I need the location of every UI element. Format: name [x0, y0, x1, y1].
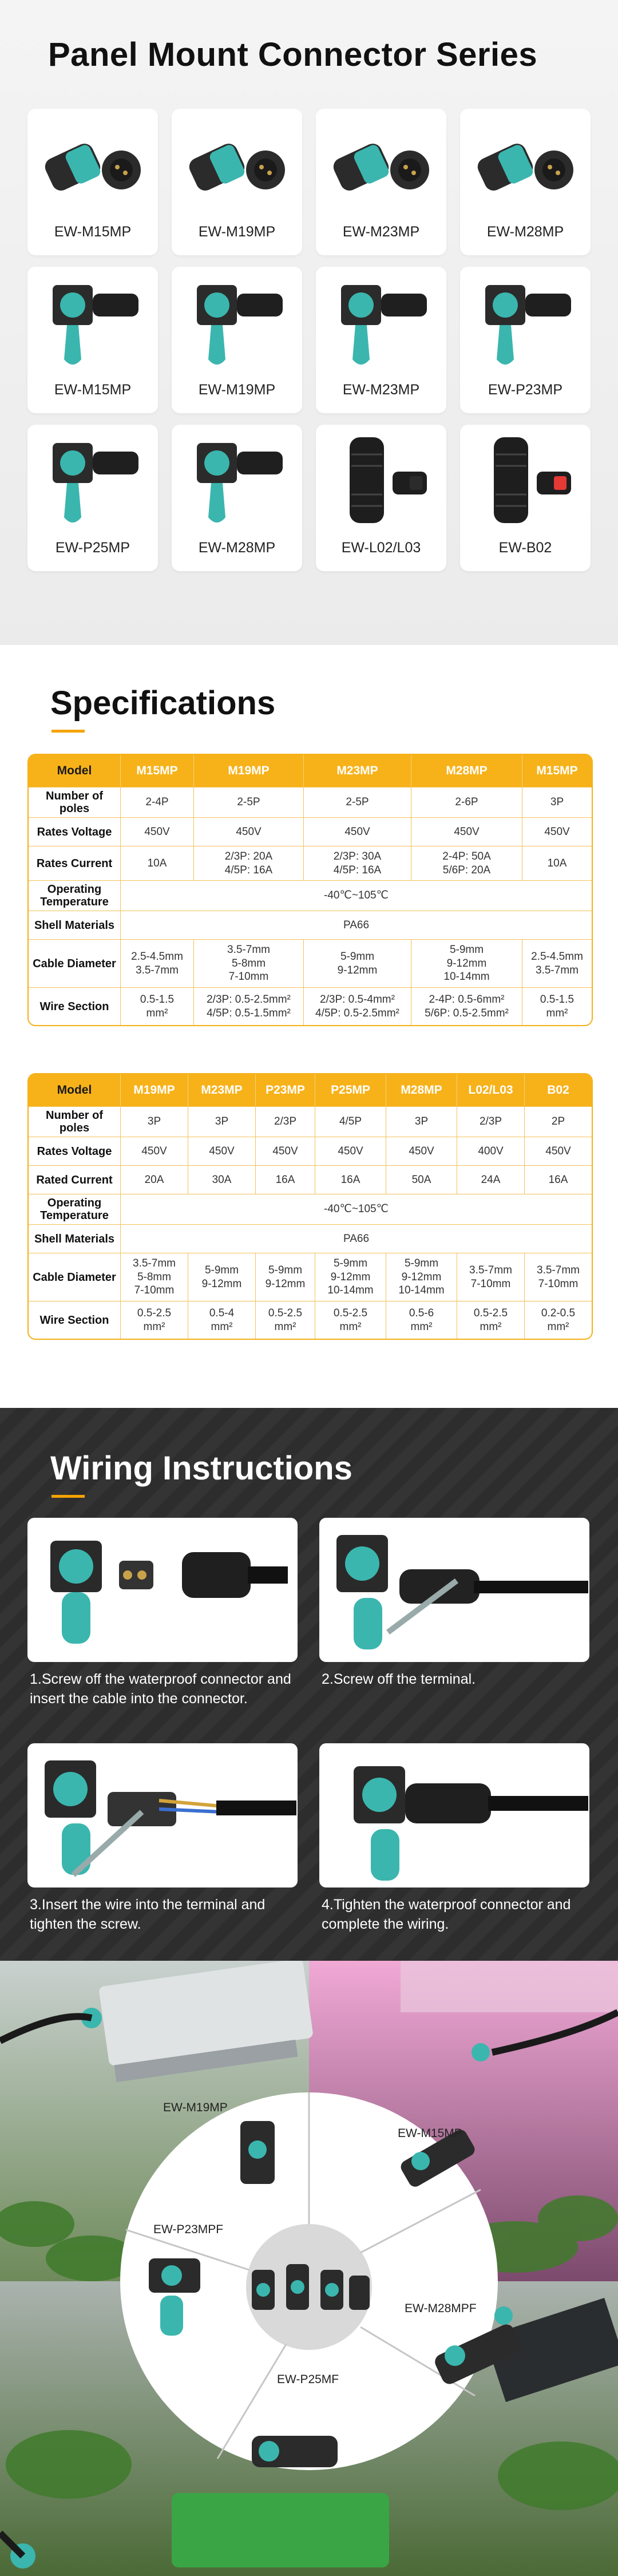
app-label-ew-m19mp: EW-M19MP	[163, 2101, 228, 2114]
row-label: Shell Materials	[29, 911, 120, 939]
table-cell: 2/3P	[457, 1106, 524, 1137]
table-cell: PA66	[120, 1224, 592, 1253]
table-cell: 0.5-1.5 mm²	[120, 987, 193, 1025]
product-label: EW-M19MP	[198, 382, 276, 398]
table-cell: 0.2-0.5 mm²	[524, 1301, 592, 1339]
table-cell: 20A	[120, 1165, 188, 1194]
specifications-section	[0, 645, 618, 1408]
table-cell: 10A	[120, 846, 193, 880]
product-card	[172, 267, 302, 413]
connector-image	[468, 274, 583, 371]
table-cell: 16A	[524, 1165, 592, 1194]
spec-table-1	[27, 754, 593, 1026]
column-header: M23MP	[188, 1074, 255, 1106]
table-cell: 450V	[303, 817, 411, 846]
table-cell: 50A	[386, 1165, 457, 1194]
table-cell: -40℃~105℃	[120, 1194, 592, 1224]
table-cell: 3.5-7mm 7-10mm	[524, 1253, 592, 1301]
row-label: Cable Diameter	[29, 939, 120, 987]
product-label: EW-M15MP	[54, 224, 132, 240]
product-card	[27, 109, 158, 255]
table-cell: 0.5-1.5 mm²	[522, 987, 592, 1025]
column-header: M15MP	[120, 755, 193, 787]
product-section-title: Panel Mount Connector Series	[48, 36, 538, 73]
table-cell: 5-9mm 9-12mm	[188, 1253, 255, 1301]
table-cell: 2-6P	[411, 787, 522, 817]
application-background	[0, 1961, 618, 2576]
column-header: M23MP	[303, 755, 411, 787]
product-card	[27, 267, 158, 413]
column-header: M19MP	[120, 1074, 188, 1106]
table-cell: 2/3P: 30A 4/5P: 16A	[303, 846, 411, 880]
table-row	[29, 1224, 592, 1253]
table-cell: 0.5-2.5 mm²	[457, 1301, 524, 1339]
table-cell: 450V	[524, 1137, 592, 1165]
table-cell: 5-9mm 9-12mm	[303, 939, 411, 987]
column-header: M28MP	[411, 755, 522, 787]
table-cell: 2/3P: 20A 4/5P: 16A	[193, 846, 303, 880]
table-cell: 2.5-4.5mm 3.5-7mm	[120, 939, 193, 987]
product-card	[316, 267, 446, 413]
column-header: L02/L03	[457, 1074, 524, 1106]
table-cell: 16A	[315, 1165, 386, 1194]
table-cell: 0.5-2.5 mm²	[120, 1301, 188, 1339]
table-cell: 450V	[120, 1137, 188, 1165]
row-label: Cable Diameter	[29, 1253, 120, 1301]
title-underline	[52, 1495, 85, 1498]
table-cell: 2-5P	[193, 787, 303, 817]
product-label: EW-L02/L03	[341, 540, 421, 556]
column-header: M28MP	[386, 1074, 457, 1106]
connector-image	[468, 116, 583, 213]
table-cell: 2P	[524, 1106, 592, 1137]
table-cell: 450V	[411, 817, 522, 846]
table-cell: 400V	[457, 1137, 524, 1165]
table-cell: 3.5-7mm 5-8mm 7-10mm	[120, 1253, 188, 1301]
table-cell: 24A	[457, 1165, 524, 1194]
connector-image	[35, 432, 150, 529]
row-label: Rates Current	[29, 846, 120, 880]
table-cell: 2-4P: 0.5-6mm² 5/6P: 0.5-2.5mm²	[411, 987, 522, 1025]
table-cell: 3P	[386, 1106, 457, 1137]
app-label-ew-m15mp: EW-M15MP	[398, 2127, 462, 2140]
column-header-model: Model	[29, 1074, 120, 1106]
product-section	[0, 0, 618, 645]
wiring-step-2-text: 2.Screw off the terminal.	[322, 1671, 476, 1687]
table-row	[29, 987, 592, 1025]
table-cell: 0.5-2.5 mm²	[255, 1301, 315, 1339]
column-header: P25MP	[315, 1074, 386, 1106]
row-label: Wire Section	[29, 987, 120, 1025]
table-row	[29, 817, 592, 846]
table-cell: PA66	[120, 911, 592, 939]
row-label: Wire Section	[29, 1301, 120, 1339]
table-cell: 3.5-7mm 7-10mm	[457, 1253, 524, 1301]
connector-image	[324, 274, 438, 371]
connector-image	[324, 116, 438, 213]
wiring-title: Wiring Instructions	[50, 1450, 352, 1487]
table-cell: 2-4P	[120, 787, 193, 817]
table-cell: 5-9mm 9-12mm	[255, 1253, 315, 1301]
product-card	[27, 425, 158, 571]
table-row	[29, 846, 592, 880]
app-label-ew-m28mpf: EW-M28MPF	[405, 2302, 477, 2315]
connector-image	[35, 274, 150, 371]
product-label: EW-P25MP	[55, 540, 130, 556]
table-cell: 10A	[522, 846, 592, 880]
table-cell: 30A	[188, 1165, 255, 1194]
product-card	[460, 267, 591, 413]
table-cell: 450V	[522, 817, 592, 846]
table-row	[29, 1137, 592, 1165]
table-row	[29, 1106, 592, 1137]
app-label-ew-p25mf: EW-P25MF	[277, 2373, 339, 2386]
connector-image	[468, 432, 583, 529]
table-row	[29, 1194, 592, 1224]
wiring-section	[0, 1408, 618, 1961]
table-cell: 0.5-6 mm²	[386, 1301, 457, 1339]
table-cell: 3P	[188, 1106, 255, 1137]
table-cell: 450V	[386, 1137, 457, 1165]
table-cell: 0.5-2.5 mm²	[315, 1301, 386, 1339]
wiring-step-3-image	[27, 1743, 298, 1888]
table-row	[29, 939, 592, 987]
column-header: M15MP	[522, 755, 592, 787]
product-label: EW-M28MP	[198, 540, 276, 556]
row-label: Shell Materials	[29, 1224, 120, 1253]
product-grid	[27, 109, 591, 571]
table-cell: 450V	[255, 1137, 315, 1165]
connector-image	[180, 274, 294, 371]
table-row	[29, 1253, 592, 1301]
table-cell: 5-9mm 9-12mm 10-14mm	[386, 1253, 457, 1301]
spec-table-2	[27, 1073, 593, 1340]
table-cell: 450V	[193, 817, 303, 846]
row-label: Rates Voltage	[29, 1137, 120, 1165]
table-cell: 2/3P: 0.5-4mm² 4/5P: 0.5-2.5mm²	[303, 987, 411, 1025]
application-section	[0, 1961, 618, 2576]
product-card	[460, 109, 591, 255]
product-card	[172, 109, 302, 255]
row-label: Rates Voltage	[29, 817, 120, 846]
product-label: EW-B02	[498, 540, 552, 556]
row-label: Operating Temperature	[29, 880, 120, 911]
table-cell: 450V	[315, 1137, 386, 1165]
table-cell: 5-9mm 9-12mm 10-14mm	[315, 1253, 386, 1301]
product-label: EW-M28MP	[486, 224, 564, 240]
table-cell: -40℃~105℃	[120, 880, 592, 911]
connector-image	[324, 432, 438, 529]
wiring-step-2-image	[319, 1518, 589, 1662]
table-cell: 3.5-7mm 5-8mm 7-10mm	[193, 939, 303, 987]
table-cell: 2/3P: 0.5-2.5mm² 4/5P: 0.5-1.5mm²	[193, 987, 303, 1025]
table-cell: 5-9mm 9-12mm 10-14mm	[411, 939, 522, 987]
wiring-step-4-image	[319, 1743, 589, 1888]
wiring-step-1-text: 1.Screw off the waterproof connector and insert the cable into the connector.	[30, 1671, 291, 1707]
table-row	[29, 787, 592, 817]
product-label: EW-M15MP	[54, 382, 132, 398]
connector-image	[180, 432, 294, 529]
table-row	[29, 880, 592, 911]
table-cell: 2/3P	[255, 1106, 315, 1137]
table-row	[29, 1301, 592, 1339]
row-label: Number of poles	[29, 1106, 120, 1137]
table-cell: 3P	[120, 1106, 188, 1137]
column-header: M19MP	[193, 755, 303, 787]
table-cell: 4/5P	[315, 1106, 386, 1137]
product-label: EW-P23MP	[488, 382, 563, 398]
table-cell: 450V	[120, 817, 193, 846]
connector-image	[35, 116, 150, 213]
table-row	[29, 1165, 592, 1194]
table-cell: 16A	[255, 1165, 315, 1194]
table-cell: 3P	[522, 787, 592, 817]
row-label: Rated Current	[29, 1165, 120, 1194]
table-cell: 2-5P	[303, 787, 411, 817]
row-label: Operating Temperature	[29, 1194, 120, 1224]
wiring-step-4-text: 4.Tighten the waterproof connector and complete the wiring.	[322, 1897, 571, 1932]
app-label-ew-p23mpf: EW-P23MPF	[153, 2223, 224, 2236]
connector-image	[180, 116, 294, 213]
row-label: Number of poles	[29, 787, 120, 817]
wiring-step-3-text: 3.Insert the wire into the terminal and tighten the screw.	[30, 1897, 266, 1932]
title-underline	[52, 730, 85, 733]
product-card	[460, 425, 591, 571]
table-cell: 2-4P: 50A 5/6P: 20A	[411, 846, 522, 880]
column-header: P23MP	[255, 1074, 315, 1106]
product-label: EW-M23MP	[342, 382, 420, 398]
product-label: EW-M23MP	[342, 224, 420, 240]
product-card	[172, 425, 302, 571]
table-cell: 450V	[188, 1137, 255, 1165]
table-cell: 2.5-4.5mm 3.5-7mm	[522, 939, 592, 987]
column-header-model: Model	[29, 755, 120, 787]
product-card	[316, 425, 446, 571]
table-row	[29, 911, 592, 939]
product-label: EW-M19MP	[198, 224, 276, 240]
column-header: B02	[524, 1074, 592, 1106]
specifications-title: Specifications	[50, 684, 276, 722]
product-card	[316, 109, 446, 255]
table-cell: 0.5-4 mm²	[188, 1301, 255, 1339]
wiring-step-1-image	[27, 1518, 298, 1662]
